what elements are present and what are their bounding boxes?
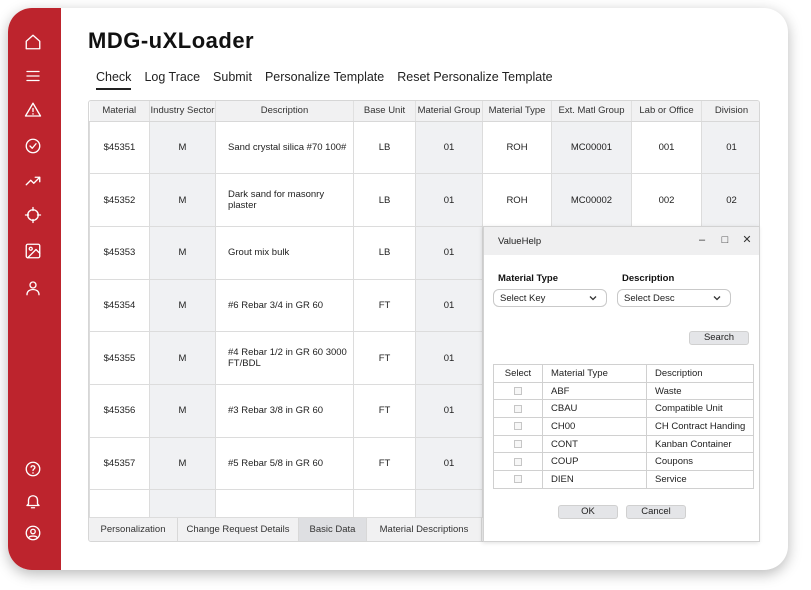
cancel-button[interactable]: Cancel <box>626 505 686 519</box>
table-cell[interactable]: M <box>150 226 216 279</box>
table-cell[interactable]: Dark sand for masonry plaster <box>216 174 354 227</box>
material-type-label: Material Type <box>498 273 559 284</box>
trend-up-icon[interactable] <box>22 170 44 192</box>
column-header[interactable]: Base Unit <box>354 101 416 121</box>
vh-column-header: Material Type <box>543 365 647 383</box>
home-icon[interactable] <box>22 31 44 53</box>
vh-description-cell: Waste <box>647 382 754 400</box>
table-cell[interactable]: M <box>150 174 216 227</box>
image-icon[interactable] <box>22 240 44 262</box>
close-icon[interactable]: ✕ <box>742 234 752 246</box>
menu-reset-personalize-template[interactable]: Reset Personalize Template <box>397 70 553 84</box>
table-cell[interactable]: LB <box>354 226 416 279</box>
table-cell[interactable]: 01 <box>416 279 483 332</box>
vh-column-header: Description <box>647 365 754 383</box>
target-icon[interactable] <box>22 204 44 226</box>
vh-material-type-cell: CONT <box>543 435 647 453</box>
table-cell[interactable]: #6 Rebar 3/4 in GR 60 <box>216 279 354 332</box>
vh-select-cell <box>494 471 543 489</box>
table-cell[interactable]: #4 Rebar 1/2 in GR 60 3000 FT/BDL <box>216 332 354 385</box>
action-menu <box>96 70 553 90</box>
user-icon[interactable] <box>22 277 44 299</box>
app-title: MDG-uXLoader <box>88 28 255 53</box>
ok-button[interactable]: OK <box>558 505 618 519</box>
vh-description-cell: Service <box>647 471 754 489</box>
table-cell[interactable]: 002 <box>632 174 702 227</box>
vh-select-cell <box>494 453 543 471</box>
tab-personalization[interactable]: Personalization <box>89 518 178 541</box>
vh-description-cell: CH Contract Handing <box>647 418 754 436</box>
column-header[interactable]: Description <box>216 101 354 121</box>
table-cell[interactable]: MC00002 <box>552 174 632 227</box>
menu-personalize-template[interactable]: Personalize Template <box>264 70 385 84</box>
table-cell[interactable]: LB <box>354 121 416 174</box>
table-cell[interactable]: Sand crystal silica #70 100# <box>216 121 354 174</box>
column-header[interactable]: Ext. Matl Group <box>552 101 632 121</box>
table-cell[interactable]: M <box>150 332 216 385</box>
table-cell[interactable]: 01 <box>416 121 483 174</box>
table-cell[interactable]: #5 Rebar 5/8 in GR 60 <box>216 437 354 490</box>
vh-material-type-cell: COUP <box>543 453 647 471</box>
select-checkbox[interactable] <box>514 387 522 395</box>
vh-description-cell: Coupons <box>647 453 754 471</box>
vh-row[interactable] <box>494 418 754 436</box>
vh-material-type-cell: ABF <box>543 382 647 400</box>
table-cell[interactable]: $45353 <box>90 226 150 279</box>
menu-log-trace[interactable]: Log Trace <box>144 70 201 84</box>
table-cell[interactable]: M <box>150 121 216 174</box>
select-checkbox[interactable] <box>514 440 522 448</box>
column-header[interactable]: Division <box>702 101 761 121</box>
menu-check[interactable]: Check <box>96 70 131 90</box>
table-cell[interactable]: 02 <box>702 174 761 227</box>
description-label: Description <box>622 273 675 284</box>
table-cell[interactable]: M <box>150 279 216 332</box>
table-cell[interactable]: MC00001 <box>552 121 632 174</box>
value-help-table <box>493 364 754 489</box>
dialog-title: ValueHelp <box>498 235 542 247</box>
value-help-dialog <box>483 226 760 542</box>
menu-submit[interactable]: Submit <box>213 70 252 84</box>
tab-material-descriptions[interactable]: Material Descriptions <box>367 518 482 541</box>
vh-select-cell <box>494 382 543 400</box>
vh-row[interactable] <box>494 471 754 489</box>
vh-select-cell <box>494 435 543 453</box>
table-cell[interactable]: 01 <box>416 332 483 385</box>
tab-basic-data[interactable]: Basic Data <box>299 518 367 541</box>
material-type-select[interactable] <box>493 289 607 307</box>
select-checkbox[interactable] <box>514 458 522 466</box>
search-button[interactable]: Search <box>689 331 749 345</box>
table-cell[interactable]: 01 <box>416 226 483 279</box>
table-cell[interactable]: LB <box>354 174 416 227</box>
select-checkbox[interactable] <box>514 475 522 483</box>
column-header[interactable]: Material Group <box>416 101 483 121</box>
table-cell[interactable]: 01 <box>416 174 483 227</box>
vh-material-type-cell: CH00 <box>543 418 647 436</box>
maximize-icon[interactable]: □ <box>721 234 729 246</box>
column-header[interactable]: Industry Sector <box>150 101 216 121</box>
table-cell[interactable]: $45354 <box>90 279 150 332</box>
table-cell[interactable]: ROH <box>483 174 552 227</box>
vh-material-type-cell: DIEN <box>543 471 647 489</box>
table-cell[interactable]: 01 <box>416 384 483 437</box>
table-cell[interactable]: FT <box>354 384 416 437</box>
table-cell[interactable]: FT <box>354 332 416 385</box>
column-header[interactable]: Material Type <box>483 101 552 121</box>
table-cell[interactable]: Grout mix bulk <box>216 226 354 279</box>
table-row[interactable] <box>90 121 761 174</box>
app-window <box>8 8 788 570</box>
table-cell[interactable]: $45351 <box>90 121 150 174</box>
minimize-icon[interactable]: – <box>698 234 706 246</box>
material-type-select-value: Select Key <box>500 292 546 304</box>
help-icon[interactable] <box>22 458 44 480</box>
chevron-down-icon <box>712 293 722 303</box>
vh-select-cell <box>494 400 543 418</box>
select-checkbox[interactable] <box>514 405 522 413</box>
dialog-titlebar <box>484 227 759 255</box>
vh-column-header: Select <box>494 365 543 383</box>
column-header[interactable]: Material <box>90 101 150 121</box>
warning-icon[interactable] <box>22 99 44 121</box>
check-circle-icon[interactable] <box>22 135 44 157</box>
description-select[interactable] <box>617 289 731 307</box>
table-cell[interactable]: M <box>150 384 216 437</box>
vh-material-type-cell: CBAU <box>543 400 647 418</box>
table-cell[interactable]: 001 <box>632 121 702 174</box>
table-cell[interactable]: FT <box>354 437 416 490</box>
menu-icon[interactable] <box>22 65 44 87</box>
table-cell[interactable]: ROH <box>483 121 552 174</box>
vh-select-cell <box>494 418 543 436</box>
table-cell[interactable]: 01 <box>416 437 483 490</box>
table-cell[interactable]: $45356 <box>90 384 150 437</box>
vh-row[interactable] <box>494 400 754 418</box>
column-header[interactable]: Lab or Office <box>632 101 702 121</box>
table-cell[interactable]: $45357 <box>90 437 150 490</box>
table-cell[interactable]: M <box>150 437 216 490</box>
chevron-down-icon <box>588 293 598 303</box>
bell-icon[interactable] <box>22 490 44 512</box>
vh-description-cell: Kanban Container <box>647 435 754 453</box>
description-select-value: Select Desc <box>624 292 675 304</box>
vh-row[interactable] <box>494 382 754 400</box>
vh-row[interactable] <box>494 453 754 471</box>
table-cell[interactable]: FT <box>354 279 416 332</box>
select-checkbox[interactable] <box>514 422 522 430</box>
tab-change-request-details[interactable]: Change Request Details <box>178 518 299 541</box>
sidebar <box>8 8 61 570</box>
vh-description-cell: Compatible Unit <box>647 400 754 418</box>
table-cell[interactable]: $45352 <box>90 174 150 227</box>
table-cell[interactable]: 01 <box>702 121 761 174</box>
vh-row[interactable] <box>494 435 754 453</box>
table-cell[interactable]: $45355 <box>90 332 150 385</box>
account-icon[interactable] <box>22 522 44 544</box>
table-row[interactable] <box>90 174 761 227</box>
table-cell[interactable]: #3 Rebar 3/8 in GR 60 <box>216 384 354 437</box>
